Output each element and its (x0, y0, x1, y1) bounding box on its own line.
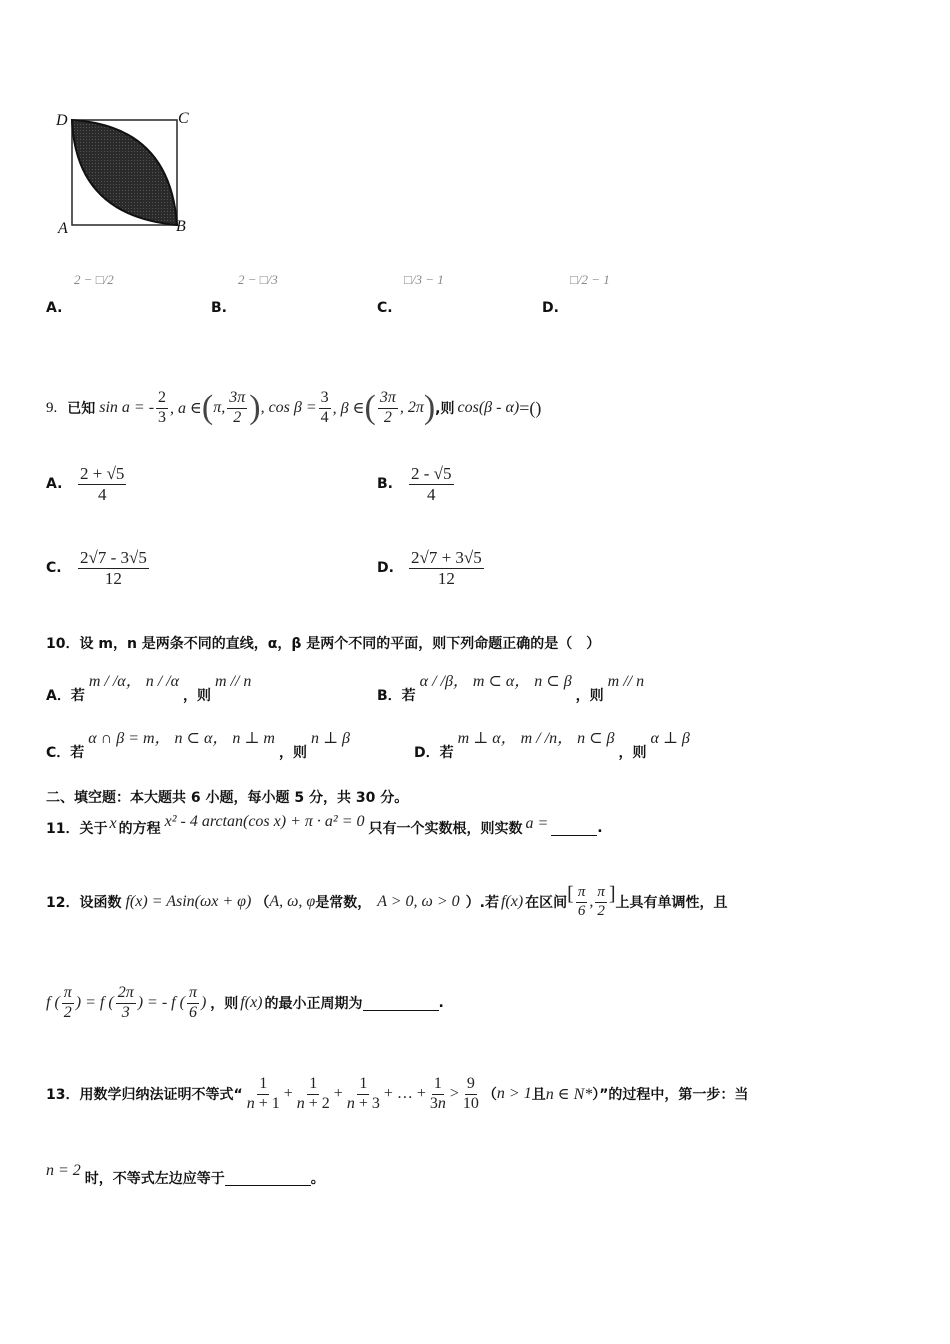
q9-option-c: C. $\frac{2√7 - 3√5}{12}$ (46, 548, 147, 588)
q9-known: 已知 (67, 401, 96, 417)
q9-option-a: A. $\frac{2 + √5}{4}$ (46, 464, 125, 504)
q10-option-c: C．若 α ∩ β = m， n ⊂ α， n ⊥ m ，则 n ⊥ β (46, 730, 350, 761)
q8-option-d-expr: □/2 − 1 (570, 272, 610, 287)
q8-option-a-expr: 2 − □/2 (74, 272, 114, 287)
q9-frac-3pi-2: $\frac{3\pi}{2}$ (229, 389, 246, 426)
q8-option-c-expr: □/3 − 1 (404, 272, 444, 287)
q8-option-a-letter: A. (46, 300, 63, 316)
q9-number: 9. (46, 399, 58, 416)
q9-option-d: D. $\frac{2√7 + 3√5}{12}$ (377, 548, 482, 588)
q11: 11．关于 x 的方程 x² - 4 arctan(cos x) + π · a² = 0 只有一个实数根，则实数 a = . (46, 813, 603, 837)
q9-frac-2-3: $\frac{2}{3}$ (158, 389, 167, 426)
q9-sin: sin a = - (99, 399, 155, 416)
q8-option-b-letter: B. (211, 300, 227, 316)
q9-stem: 9. 已知 sin a = - $\frac{2}{3}$ , a ∈ ( π, $\frac{3\pi}{2}$ ) , cos β = $\frac{3}{4}$ , β ∈ ( $\frac{3\pi}{2}$ , 2π ) ,则 cos(β - α) =() (46, 389, 542, 426)
q13-answer-blank[interactable] (225, 1171, 311, 1186)
q9-option-b: B. $\frac{2 - √5}{4}$ (377, 464, 452, 504)
label-D: D (56, 112, 68, 129)
q10-option-d: D．若 m ⊥ α， m / /n， n ⊂ β ，则 α ⊥ β (414, 730, 690, 761)
q13-line1: 13．用数学归纳法证明不等式“ $\frac{1}{n + 1}$ + $\frac{1}{n + 2}$ + $\frac{1}{n + 3}$ + … + $\frac{1}{3n}$ > $\frac{9}{10}$ （ n > 1 且 n ∈ N* ）”的过程中，第一步：当 (46, 1075, 749, 1112)
q12-interval-start: $\frac{\pi}{6}$ (577, 884, 586, 919)
geometry-figure (52, 108, 197, 243)
label-C: C (178, 110, 189, 127)
q8-option-b-expr: 2 − □/3 (238, 272, 278, 287)
q8-option-d-letter: D. (542, 300, 559, 316)
q9-then: ,则 (435, 401, 455, 417)
q12-interval-end: $\frac{\pi}{2}$ (597, 884, 605, 919)
q8-option-c-letter: C. (377, 300, 393, 316)
q9-frac-3pi-2b: $\frac{3\pi}{2}$ (379, 389, 396, 426)
q10-option-b: B．若 α / /β， m ⊂ α， n ⊂ β ，则 m // n (377, 673, 645, 704)
q11-answer-blank[interactable] (551, 821, 597, 836)
q12-line1: 12．设函数 f(x) = Asin(ωx + φ) （ A, ω, φ 是常数， A > 0, ω > 0 ）.若 f(x) 在区间 [ $\frac{\pi}{6}$ , $\frac{\pi}{2}$ ] 上具有单调性，且 (46, 882, 728, 919)
q10-option-a: A．若 m / /α， n / /α ，则 m // n (46, 673, 252, 704)
label-B: B (176, 218, 186, 235)
label-A: A (58, 220, 68, 237)
q10-stem: 10．设 m，n 是两条不同的直线，α，β 是两个不同的平面，则下列命题正确的是（ ） (46, 636, 601, 652)
section-heading: 二、填空题：本大题共 6 小题，每小题 5 分，共 30 分。 (46, 790, 409, 806)
q12-line2: f ( $\frac{\pi}{2}$ ) = f ( $\frac{2\pi}{3}$ ) = - f ( $\frac{\pi}{6}$ ) ，则 f(x) 的最小正周期为 . (46, 984, 444, 1021)
q9-result: =() (519, 397, 542, 418)
q9-frac-3-4: $\frac{3}{4}$ (320, 389, 329, 426)
q12-answer-blank[interactable] (363, 996, 439, 1011)
q13-line2: n = 2 时，不等式左边应等于 。 (46, 1162, 325, 1187)
